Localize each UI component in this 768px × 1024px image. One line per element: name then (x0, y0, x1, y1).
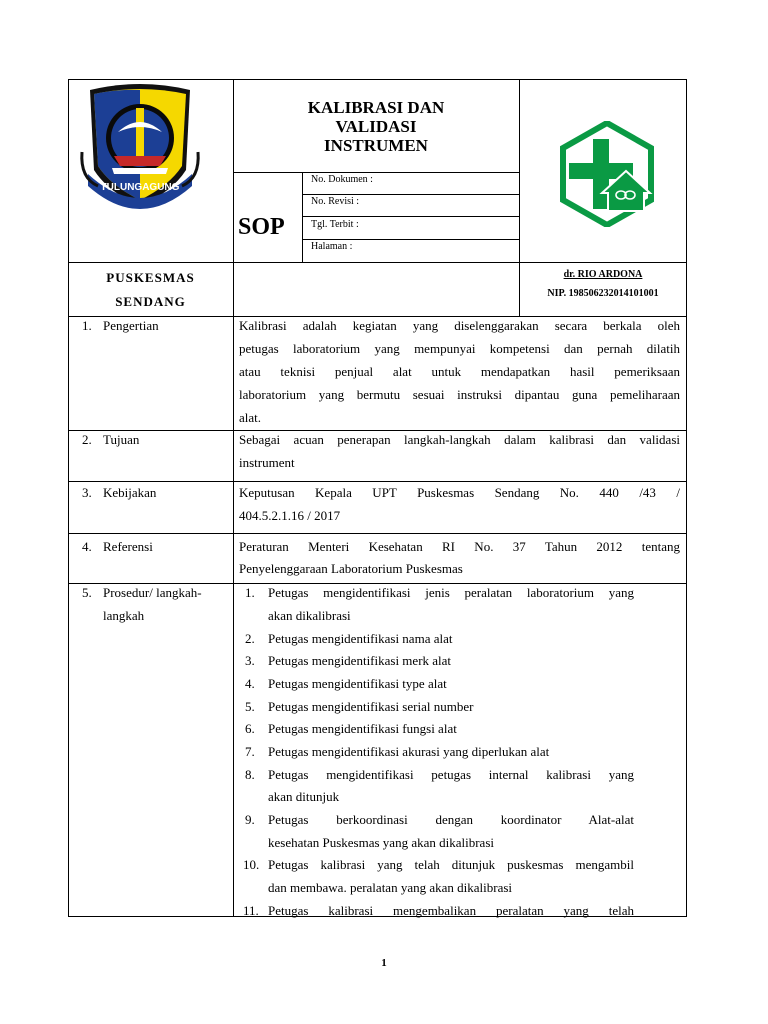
step-1-number: 1. (245, 585, 255, 600)
section-5-number: 5. (82, 585, 92, 600)
org-line-1: PUSKESMAS (106, 270, 195, 285)
section-1-label: Pengertian (103, 318, 159, 333)
field-line-3 (302, 239, 520, 240)
step-8-line-1: Petugas mengidentifikasi petugas internal kalibrasi yang (268, 767, 634, 782)
section-1-line-4: laboratorium yang bermutu sesuai instruksi dipantau guna pemeliharaan (239, 387, 680, 402)
signer-nip: NIP. 198506232014101001 (547, 288, 659, 299)
page-number: 1 (381, 957, 387, 969)
section-3-label: Kebijakan (103, 485, 157, 500)
step-10-line-1: Petugas kalibrasi yang telah ditunjuk puskesmas mengambil (268, 857, 634, 872)
section-1-line-5: alat. (239, 410, 262, 425)
field-no-dokumen: No. Dokumen : (311, 174, 373, 185)
row-divider-4 (68, 533, 687, 534)
puskesmas-logo (554, 121, 660, 227)
crest-caption: TULUNGAGUNG (100, 182, 180, 193)
regency-crest-logo (74, 82, 206, 214)
step-2-number: 2. (245, 631, 255, 646)
title-line-2: VALIDASI (335, 117, 417, 136)
step-2-line-1: Petugas mengidentifikasi nama alat (268, 631, 453, 646)
step-4-line-1: Petugas mengidentifikasi type alat (268, 676, 447, 691)
table-border-top (68, 79, 687, 80)
section-2-label: Tujuan (103, 432, 140, 447)
title-line-3: INSTRUMEN (324, 136, 428, 155)
org-name (68, 266, 233, 314)
section-1-line-3: atau teknisi penjual alat untuk mendapatkan hasil pemeriksaan (239, 364, 680, 379)
step-3-line-1: Petugas mengidentifikasi merk alat (268, 653, 452, 668)
step-5-number: 5. (245, 699, 255, 714)
step-7-number: 7. (245, 744, 255, 759)
step-1-line-1: Petugas mengidentifikasi jenis peralatan laboratorium yang (268, 585, 634, 600)
section-1-line-2: petugas laboratorium yang mempunyai kompetensi dan pernah dilatih (239, 341, 680, 356)
step-8-line-2: akan ditunjuk (268, 789, 340, 804)
table-border-right (686, 79, 687, 917)
section-3-number: 3. (82, 485, 92, 500)
field-halaman: Halaman : (311, 241, 353, 252)
section-4-label: Referensi (103, 539, 153, 554)
table-border-left (68, 79, 69, 917)
step-11-number: 11. (243, 903, 259, 918)
org-line-2: SENDANG (115, 294, 186, 309)
step-9-line-2: kesehatan Puskesmas yang akan dikalibrasi (268, 835, 494, 850)
section-4-number: 4. (82, 539, 92, 554)
step-4-number: 4. (245, 676, 255, 691)
field-tgl-terbit: Tgl. Terbit : (311, 219, 359, 230)
section-4-line-1: Peraturan Menteri Kesehatan RI No. 37 Tahun 2012 tentang (239, 539, 680, 554)
title-divider (233, 172, 520, 173)
step-8-number: 8. (245, 767, 255, 782)
section-2-line-1: Sebagai acuan penerapan langkah-langkah dalam kalibrasi dan validasi (239, 432, 680, 447)
signer-name: dr. RIO ARDONA (563, 269, 643, 280)
title-line-1: KALIBRASI DAN (307, 98, 445, 117)
step-11-line-1: Petugas kalibrasi mengembalikan peralatan yang telah (268, 903, 634, 918)
sop-label: SOP (238, 214, 285, 240)
field-no-revisi: No. Revisi : (311, 196, 360, 207)
step-1-line-2: akan dikalibrasi (268, 608, 351, 623)
field-line-2 (302, 216, 520, 217)
step-10-number: 10. (243, 857, 260, 872)
section-1-number: 1. (82, 318, 92, 333)
step-10-line-2: dan membawa. peralatan yang akan dikalibrasi (268, 880, 513, 895)
step-9-number: 9. (245, 812, 255, 827)
body-column-divider (233, 316, 234, 917)
section-3-line-2: 404.5.2.1.16 / 2017 (239, 508, 341, 523)
section-5-label-line-2: langkah (103, 608, 145, 623)
section-5-label-line-1: Prosedur/ langkah- (103, 585, 202, 600)
step-9-line-1: Petugas berkoordinasi dengan koordinator Alat-alat (268, 812, 634, 827)
step-5-line-1: Petugas mengidentifikasi serial number (268, 699, 474, 714)
section-4-line-2: Penyelenggaraan Laboratorium Puskesmas (239, 561, 463, 576)
section-1-line-1: Kalibrasi adalah kegiatan yang diselenggarakan secara berkala oleh (239, 318, 680, 333)
section-2-line-2: instrument (239, 455, 295, 470)
header-row-divider (68, 262, 687, 263)
step-3-number: 3. (245, 653, 255, 668)
step-6-line-1: Petugas mengidentifikasi fungsi alat (268, 721, 457, 736)
section-2-number: 2. (82, 432, 92, 447)
field-line-1 (302, 194, 520, 195)
section-3-line-1: Keputusan Kepala UPT Puskesmas Sendang No. 440 /43 / (239, 485, 680, 500)
step-6-number: 6. (245, 721, 255, 736)
step-7-line-1: Petugas mengidentifikasi akurasi yang diperlukan alat (268, 744, 550, 759)
document-title (234, 98, 518, 155)
sop-divider (302, 172, 303, 262)
